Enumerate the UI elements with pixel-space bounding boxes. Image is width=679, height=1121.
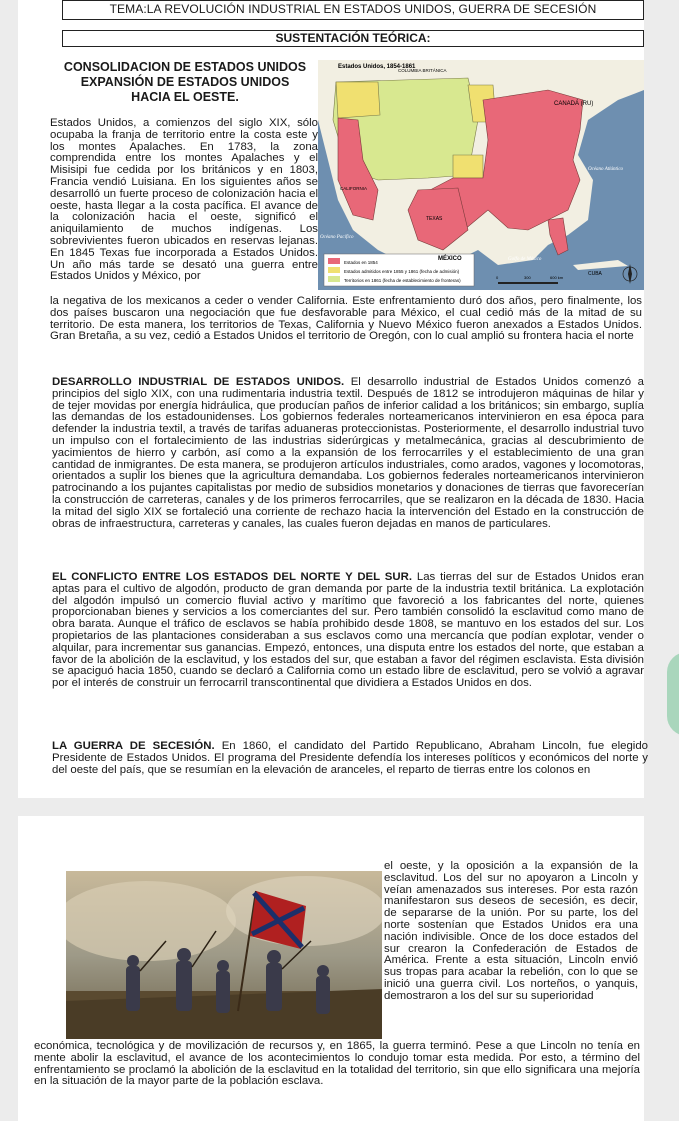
map-label-canada: CANADÁ (RU) — [554, 101, 594, 107]
civil-war-painting — [66, 871, 382, 1039]
document-page-1 — [18, 0, 648, 798]
secession-war-paragraph — [52, 741, 648, 776]
industrial-text: El desarrollo industrial de Estados Unidos comenzó a principios del siglo XIX, con una rudimentaria industria textil. Después de 1812 se introdujeron máquinas de hilar y de tejer movidas por energía hidráulica, que producían paños de inferior calidad a los británicos; sin embargo, suplía las demandas de los estadounidenses. Los gobiernos federales norteamericanos intervinieron en esa época para defender la industria textil, a través de tarifas aduaneras proteccionistas. Posteriormente, el desarrollo industrial tuvo un impulso con el fortalecimiento de las industrias siderúrgicas y metalmecánica, gracias al descubrimiento de yacimientos de hierro y carbón, así como a la expansión de los ferrocarriles y el establecimiento de una gran cantidad de inmigrantes. De esta manera, se produjeron artículos industriales, como arados, vagones y locomotoras, orientados a suplir los bienes que la agricultura demandaba. Los gobiernos federales norteamericanos intervinieron patrocinando a los pujantes capitalistas por medio de subsidios monetarios y donaciones de tierras que favorecerían la construcción de carreteras, canales y de los primeros ferrocarriles, que se realizaron en la década de 1830. Hacia la mitad del siglo XIX se fortaleció una corriente de rechazo hacia la intervención del Estado en la construcción de obras de infraestructura, carreteras y canales, las cuales fueron dejadas en manos de particulares. — [52, 376, 645, 530]
map-label-california: CALIFORNIA — [340, 186, 368, 191]
document-page-2 — [18, 816, 644, 1121]
secession-war-text: En 1860, el candidato del Partido Republicano, Abraham Lincoln, fue elegido Presidente de Estados Unidos. El programa del Presidente defendía los intereses políticos y económicos del norte y del oeste del país, que se resumían en la elevación de aranceles, el reparto de tierras entre los colonos en — [52, 740, 648, 776]
scale-label-300: 300 — [524, 275, 531, 280]
map-title: Estados Unidos, 1854-1861 — [338, 64, 416, 70]
intro-paragraph-continued: la negativa de los mexicanos a ceder o vender California. Este enfrentamiento duró dos años, pero finalmente, los dos países buscaron una negociación que fue desfavorable para México, el cual cedió más de la mitad de su territorio. De esta manera, los territorios de Texas, California y Nuevo México fueron anexados a Estados Unidos. Gran Bretaña, a su vez, cedió a Estados Unidos el territorio de Oregón, con lo cual amplió su frontera hacia el norte — [50, 295, 642, 343]
map-label-mexico: MÉXICO — [438, 256, 462, 262]
intro-paragraph: Estados Unidos, a comienzos del siglo XIX, sólo ocupaba la franja de territorio entre la costa este y los montes Apalaches. En 1783, la zona comprendida entre los montes Apalaches y el Misisipi fue cedida por los británicos y en 1803, Francia vendió Luisiana. En los siguientes años se desarrolló un fuerte proceso de colonización hacia el oeste, hasta llegar a la costa pacífica. El avance de la colonización hacia el oeste, significó el aniquilamiento de muchos indígenas. Los sobrevivientes fueron ubicados en reservas lejanas. En 1845 Texas fue incorporada a Estados Unidos. Un año más tarde se desató una guerra entre Estados Unidos y México, por — [50, 117, 318, 283]
map-label-pacific: Océano Pacífico — [320, 235, 354, 240]
conflict-title: EL CONFLICTO ENTRE LOS ESTADOS DEL NORTE Y DEL SUR. — [52, 571, 412, 583]
map-label-cuba: CUBA — [588, 271, 602, 277]
page2-right-paragraph: el oeste, y la oposición a la expansión de la esclavitud. Los del sur no apoyaron a Lincoln y veían amenazados sus intereses. Por esta razón manifestaron sus deseos de secesión, es decir, de separarse de la unión. Por su parte, los del norte sostenían que Estados Unidos era una nación indivisible. Once de los doce estados del sur crearon la Confederación de Estados de América. Frente a esta situación, Lincoln envió sus tropas para acabar la rebelión, con lo que se inició una guerra civil. Los norteños, o yanquis, demostraron a los del sur su superioridad — [384, 860, 638, 1002]
section-title: SUSTENTACIÓN TEÓRICA: — [62, 30, 644, 47]
map-label-atlantic: Océano Atlántico — [588, 167, 624, 172]
topic-bar: TEMA:LA REVOLUCIÓN INDUSTRIAL EN ESTADOS UNIDOS, GUERRA DE SECESIÓN — [62, 0, 644, 20]
heading-line-1: CONSOLIDACION DE ESTADOS UNIDOS — [63, 60, 307, 74]
page2-bottom-paragraph: económica, tecnológica y de movilización de recursos y, en 1865, la guerra terminó. Pese a que Lincoln no tenía en mente abolir la esclavitud, el avance de los acontecimientos lo condujo tomar esta medida. Por esto, a término del enfrentamiento se proclamó la abolición de la esclavitud en la totalidad del territorio, sin que ello significara una mejoría en la situación de la mayor parte de la población esclava. — [34, 1040, 640, 1088]
map-label-gulf: Golfo de México — [508, 257, 542, 262]
map-label-columbia: COLUMBIA BRITÁNICA — [398, 68, 447, 73]
floating-side-button[interactable] — [667, 652, 679, 736]
industrial-title: DESARROLLO INDUSTRIAL DE ESTADOS UNIDOS. — [52, 376, 345, 388]
scale-label-0: 0 — [496, 275, 499, 280]
industrial-paragraph — [52, 377, 644, 530]
heading-line-2: EXPANSIÓN DE ESTADOS UNIDOS — [80, 75, 290, 89]
compass-icon — [623, 264, 637, 284]
legend-label-3: Territorios en 1861 (fecha de establecimiento de fronteras) — [344, 278, 461, 283]
heading-block — [60, 60, 310, 105]
legend-label-2: Estados admitidos entre 1855 y 1861 (fecha de admisión) — [344, 269, 460, 274]
scale-label-600: 600 km — [550, 275, 564, 280]
heading-line-3: HACIA EL OESTE. — [131, 90, 239, 104]
secession-war-title: LA GUERRA DE SECESIÓN. — [52, 740, 215, 752]
legend-label-1: Estados en 1854 — [344, 260, 378, 265]
conflict-paragraph — [52, 572, 644, 690]
map-label-texas: TEXAS — [426, 216, 443, 222]
map-expansion-usa — [318, 60, 644, 290]
conflict-text: Las tierras del sur de Estados Unidos eran aptas para el cultivo de algodón, producto de gran demanda por parte de la industria textil británica. La explotación del algodón impulsó un comercio fluvial activo y marítimo que favoreció a los fabricantes del norte, quienes proporcionaban bienes y servicios a los comerciantes del sur. Pero también consolidó la esclavitud como mano de obra barata. Aunque el tráfico de esclavos se había prohibido desde 1808, se mantuvo en los estados del sur. Los propietarios de las plantaciones consideraban a sus esclavos como una mercancía que podían explotar, vender o alquilar, para incrementar sus ganancias. Empezó, entonces, una disputa entre los estados del norte, que estaban a favor de la abolición de la esclavitud, y los estados del sur, que estaban a favor del régimen esclavista. Esta división se apaciguó hacia 1850, cuando se declaró a California como un estado libre de esclavitud, pero se volvió a agravar por el interés de construir un ferrocarril transcontinental que dividiera a Estados Unidos en dos. — [52, 571, 645, 690]
